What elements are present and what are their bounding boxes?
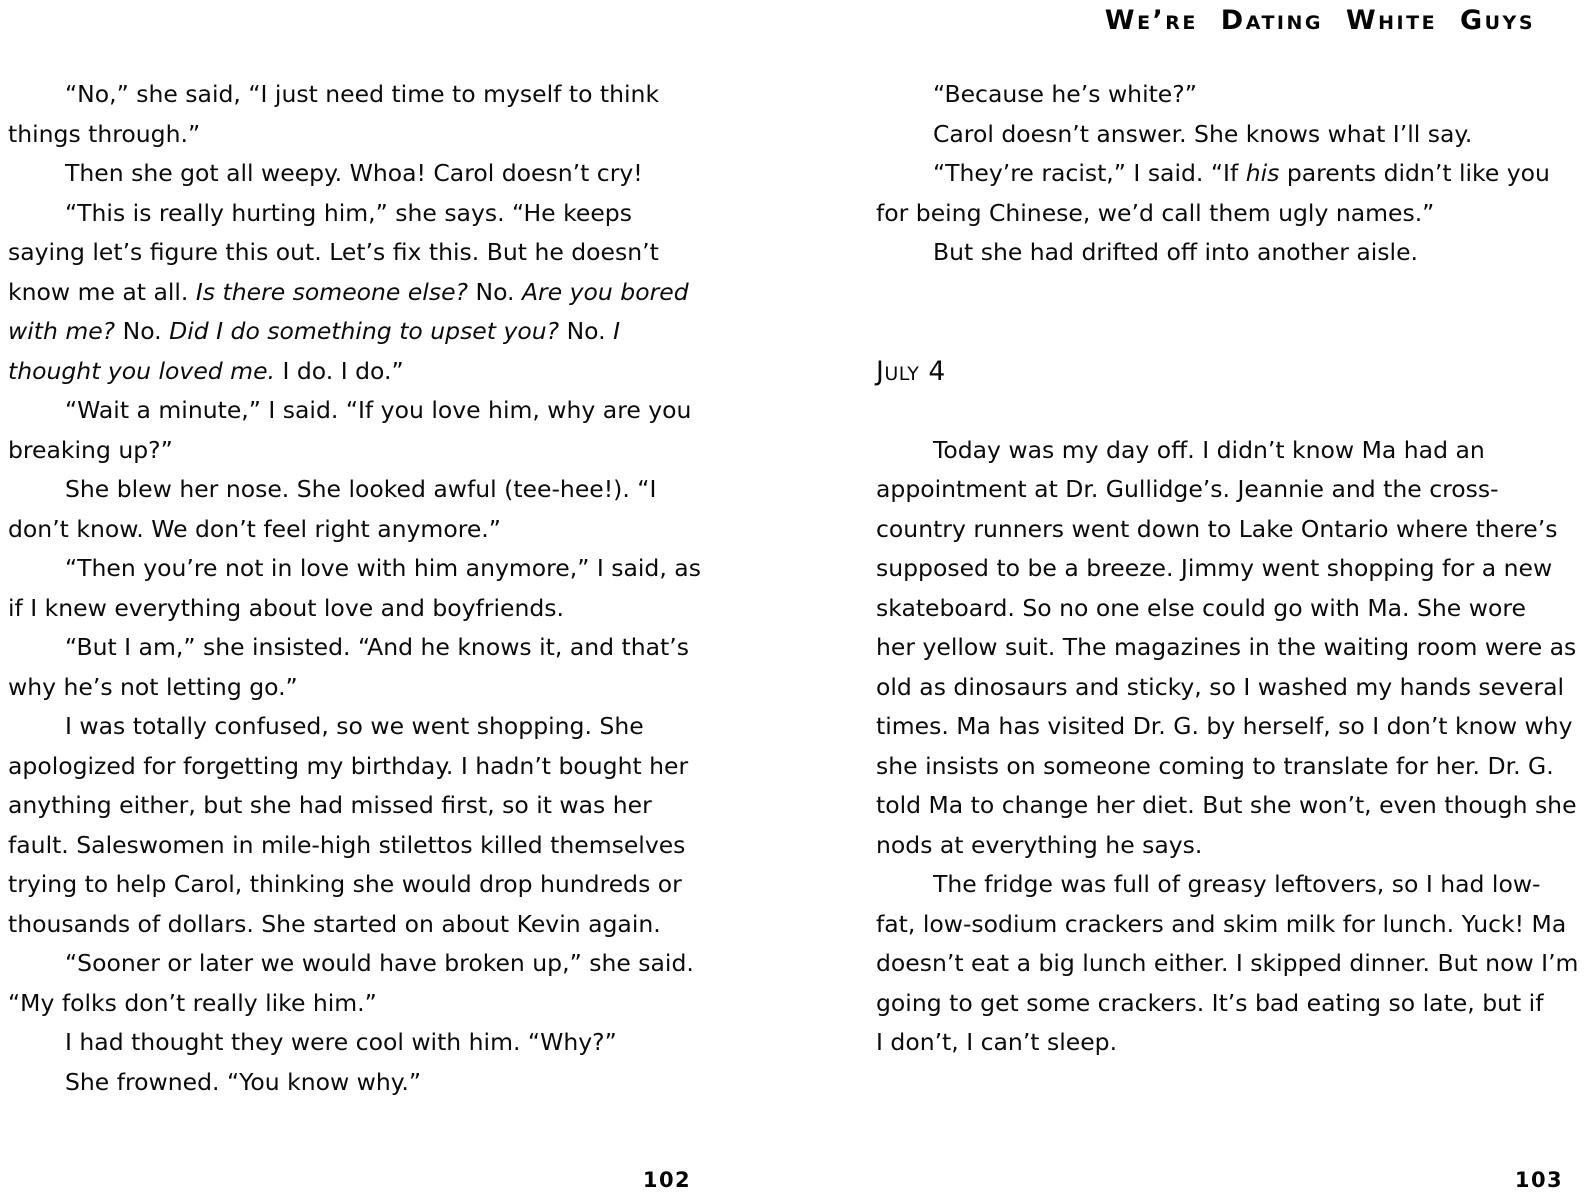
text-line <box>876 1023 1586 1063</box>
text-line <box>876 944 1586 984</box>
text-line <box>8 273 708 313</box>
blank-line <box>876 312 1586 352</box>
text-segment: The fridge was full of greasy leftovers, so I had low- <box>933 870 1541 898</box>
blank-line <box>876 391 1586 431</box>
text-line <box>8 115 708 155</box>
date-heading <box>876 352 1586 392</box>
text-segment: going to get some crackers. It’s bad eating so late, but if <box>876 988 1544 1017</box>
italic-text-segment: his <box>1245 159 1280 187</box>
text-segment: know me at all. <box>8 277 196 306</box>
text-line <box>8 786 708 826</box>
text-line <box>8 707 708 747</box>
text-segment: “No,” she said, “I just need time to myself to think <box>65 80 660 108</box>
text-segment: No. <box>559 317 614 345</box>
text-line <box>876 984 1586 1024</box>
text-segment: country runners went down to Lake Ontario where there’s <box>876 514 1558 543</box>
text-segment: doesn’t eat a big lunch either. I skipped dinner. But now I’m <box>876 949 1579 977</box>
text-segment: nods at everything he says. <box>876 830 1203 859</box>
running-header-title: We’re Dating White Guys <box>1104 5 1535 36</box>
text-line <box>8 905 708 945</box>
text-segment: appointment at Dr. Gullidge’s. Jeannie and the cross- <box>876 475 1499 503</box>
text-segment: I do. I do.” <box>275 356 404 385</box>
text-segment: No. <box>115 317 170 345</box>
text-line <box>876 628 1586 668</box>
text-line <box>8 510 708 550</box>
text-segment: don’t know. We don’t feel right anymore.” <box>8 514 501 543</box>
text-segment: why he’s not letting go.” <box>8 672 298 701</box>
text-segment: I was totally confused, so we went shopping. She <box>65 712 644 740</box>
right-page-number: 103 <box>1514 1168 1564 1192</box>
text-segment: “Because he’s white?” <box>933 80 1197 108</box>
text-line <box>8 984 708 1024</box>
text-line <box>876 786 1586 826</box>
text-line <box>8 312 708 352</box>
text-segment: I don’t, I can’t sleep. <box>876 1028 1118 1056</box>
italic-text-segment: Did I do something to upset you? <box>169 317 560 345</box>
text-segment: old as dinosaurs and sticky, so I washed my hands several <box>876 672 1565 701</box>
text-segment: She blew her nose. She looked awful (tee-hee!). “I <box>65 475 657 503</box>
text-segment: fault. Saleswomen in mile-high stilettos killed themselves <box>8 830 686 859</box>
left-page-number: 102 <box>642 1168 692 1192</box>
text-line <box>8 233 708 273</box>
text-segment: Carol doesn’t answer. She knows what I’ll say. <box>933 119 1473 148</box>
text-segment: told Ma to change her diet. But she won’t, even though she <box>876 791 1577 819</box>
text-line <box>876 826 1586 866</box>
text-segment: Today was my day off. I didn’t know Ma had an <box>933 435 1485 464</box>
text-segment: things through.” <box>8 119 201 148</box>
text-line <box>8 944 708 984</box>
text-segment: skateboard. So no one else could go with Ma. She wore <box>876 593 1526 622</box>
text-line <box>8 391 708 431</box>
text-line <box>8 470 708 510</box>
text-line <box>876 707 1586 747</box>
text-line <box>8 1023 708 1063</box>
text-segment: thousands of dollars. She started on about Kevin again. <box>8 909 661 938</box>
text-line <box>876 905 1586 945</box>
text-line <box>8 194 708 234</box>
text-line <box>876 194 1586 234</box>
italic-text-segment: thought you loved me. <box>8 356 276 385</box>
italic-text-segment: Is there someone else? <box>195 277 469 306</box>
text-segment: No. <box>468 277 522 306</box>
text-line <box>8 865 708 905</box>
text-segment: I had thought they were cool with him. “Why?” <box>65 1028 617 1056</box>
text-segment: saying let’s figure this out. Let’s fix this. But he doesn’t <box>8 238 659 266</box>
text-line <box>876 233 1586 273</box>
text-line <box>8 549 708 589</box>
text-segment: parents didn’t like you <box>1279 159 1550 187</box>
italic-text-segment: with me? <box>8 317 116 345</box>
text-line <box>876 747 1586 787</box>
text-segment: supposed to be a breeze. Jimmy went shopping for a new <box>876 554 1553 582</box>
text-line <box>8 747 708 787</box>
text-line <box>8 431 708 471</box>
text-line <box>8 826 708 866</box>
text-line <box>876 470 1586 510</box>
text-line <box>876 589 1586 629</box>
right-page-text <box>876 75 1586 1063</box>
text-segment: breaking up?” <box>8 435 173 464</box>
text-line <box>876 549 1586 589</box>
text-segment: trying to help Carol, thinking she would drop hundreds or <box>8 870 682 898</box>
text-line <box>8 1063 708 1103</box>
text-segment: “They’re racist,” I said. “If <box>933 159 1246 187</box>
text-line <box>876 510 1586 550</box>
text-line <box>876 154 1586 194</box>
text-segment: times. Ma has visited Dr. G. by herself, so I don’t know why <box>876 712 1573 740</box>
text-segment: “Then you’re not in love with him anymore,” I said, as <box>65 554 701 582</box>
text-segment: apologized for forgetting my birthday. I hadn’t bought her <box>8 751 689 780</box>
text-segment: But she had drifted off into another aisle. <box>933 238 1418 266</box>
text-line <box>876 75 1586 115</box>
text-line <box>8 154 708 194</box>
text-segment: fat, low-sodium crackers and skim milk for lunch. Yuck! Ma <box>876 909 1567 938</box>
text-segment: “This is really hurting him,” she says. “He keeps <box>65 198 632 227</box>
text-segment: “Wait a minute,” I said. “If you love him, why are you <box>65 396 692 424</box>
text-segment: if I knew everything about love and boyfriends. <box>8 593 564 622</box>
blank-line <box>876 273 1586 313</box>
text-segment: for being Chinese, we’d call them ugly names.” <box>876 198 1435 227</box>
text-line <box>8 75 708 115</box>
text-line <box>876 865 1586 905</box>
text-line <box>8 668 708 708</box>
text-segment: “But I am,” she insisted. “And he knows it, and that’s <box>65 633 689 661</box>
italic-text-segment: I <box>613 317 621 345</box>
text-segment: she insists on someone coming to translate for her. Dr. G. <box>876 751 1554 780</box>
text-line <box>8 352 708 392</box>
text-segment: “Sooner or later we would have broken up,” she said. <box>65 949 694 977</box>
text-line <box>8 589 708 629</box>
text-segment: July 4 <box>876 355 946 387</box>
text-segment: anything either, but she had missed first, so it was her <box>8 791 652 819</box>
text-line <box>8 628 708 668</box>
text-line <box>876 668 1586 708</box>
left-page-text <box>8 75 708 1102</box>
text-line <box>876 431 1586 471</box>
text-segment: She frowned. “You know why.” <box>65 1067 421 1096</box>
text-segment: her yellow suit. The magazines in the waiting room were as <box>876 633 1577 661</box>
italic-text-segment: Are you bored <box>521 277 689 306</box>
text-line <box>876 115 1586 155</box>
text-segment: “My folks don’t really like him.” <box>8 988 377 1017</box>
text-segment: Then she got all weepy. Whoa! Carol doesn’t cry! <box>65 159 643 187</box>
